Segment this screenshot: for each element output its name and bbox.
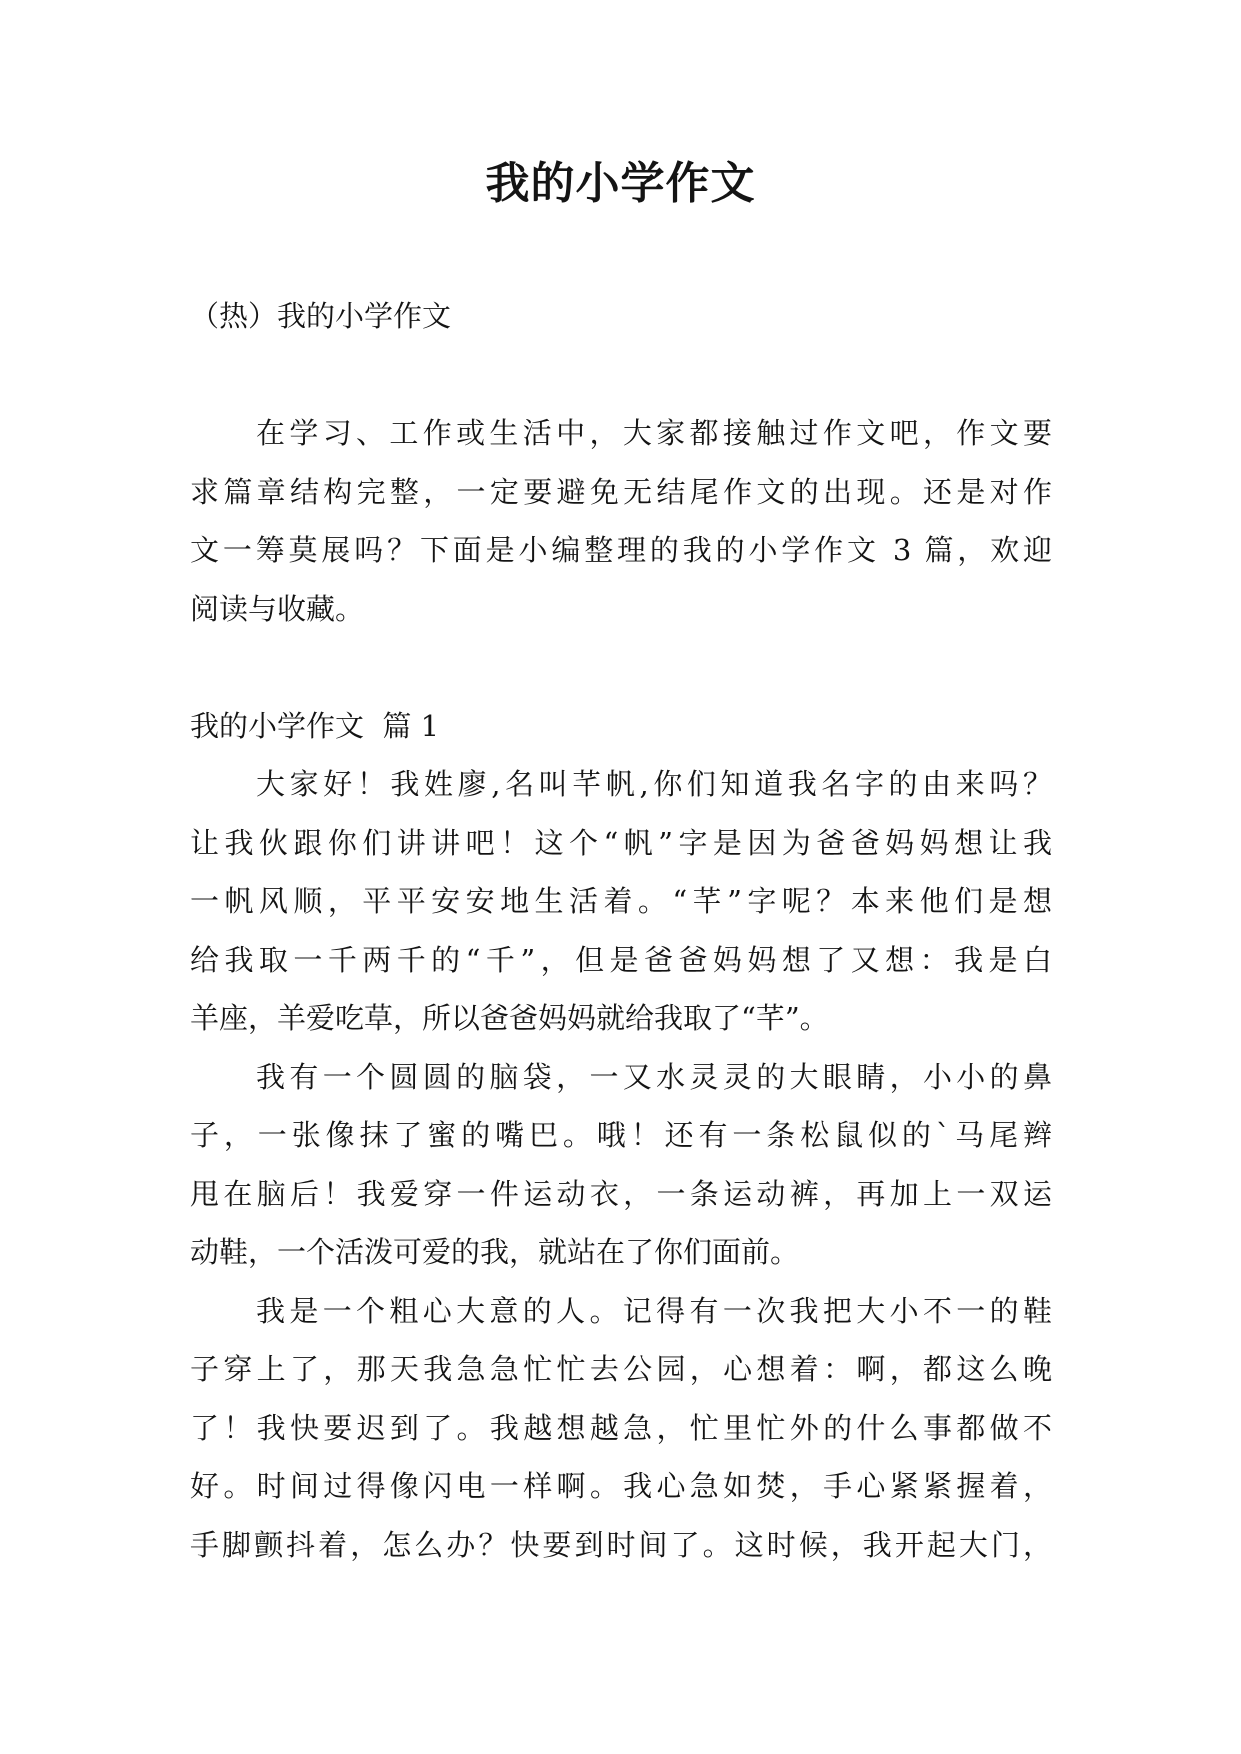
intro-paragraph [190,404,1052,638]
paragraph-line: 给我取一千两千的“千”，但是爸爸妈妈想了又想：我是白 [190,942,1052,977]
paragraph-line: 我有一个圆圆的脑袋，一又水灵灵的大眼睛，小小的鼻 [256,1059,1052,1094]
paragraph-line: 动鞋，一个活泼可爱的我，就站在了你们面前。 [190,1235,800,1269]
paragraph-line: 求篇章结构完整，一定要避免无结尾作文的出现。还是对作 [190,474,1052,509]
document-body [190,287,1052,1574]
paragraph-line: 手脚颤抖着，怎么办？快要到时间了。这时候，我开起大门， [190,1527,1052,1562]
paragraph-line: 在学习、工作或生活中，大家都接触过作文吧，作文要 [256,416,1052,450]
blank-line [190,346,1052,405]
paragraph-line: 大家好！我姓廖,名叫芊帆,你们知道我名字的由来吗？ [256,767,1052,801]
document-subtitle: （热）我的小学作文 [190,299,452,333]
essay-paragraph [190,1282,1052,1575]
paragraph-line: 让我伙跟你们讲讲吧！这个“帆”字是因为爸爸妈妈想让我 [190,825,1052,860]
paragraph-line: 好。时间过得像闪电一样啊。我心急如焚，手心紧紧握着， [190,1469,1052,1503]
paragraph-line: 子穿上了，那天我急急忙忙去公园，心想着：啊，都这么晚 [190,1352,1052,1386]
blank-line [190,638,1052,697]
paragraph-line: 子，一张像抹了蜜的嘴巴。哦！还有一条松鼠似的`马尾辫 [190,1118,1052,1152]
paragraph-line: 我是一个粗心大意的人。记得有一次我把大小不一的鞋 [256,1293,1052,1328]
paragraph-line: 文一筹莫展吗？下面是小编整理的我的小学作文 3 篇，欢迎 [190,533,1052,567]
essay-paragraph [190,1048,1052,1282]
essay-heading: 我的小学作文 篇 1 [190,708,440,743]
paragraph-line: 羊座，羊爱吃草，所以爸爸妈妈就给我取了“芊”。 [190,1001,829,1035]
document-title: 我的小学作文 [485,158,756,209]
paragraph-line: 甩在脑后！我爱穿一件运动衣，一条运动裤，再加上一双运 [190,1176,1052,1211]
essay-paragraph [190,755,1052,1048]
paragraph-line: 阅读与收藏。 [190,591,365,626]
paragraph-line: 一帆风顺，平平安安地生活着。“芊”字呢？本来他们是想 [190,884,1052,918]
paragraph-line: 了！我快要迟到了。我越想越急，忙里忙外的什么事都做不 [190,1410,1052,1445]
